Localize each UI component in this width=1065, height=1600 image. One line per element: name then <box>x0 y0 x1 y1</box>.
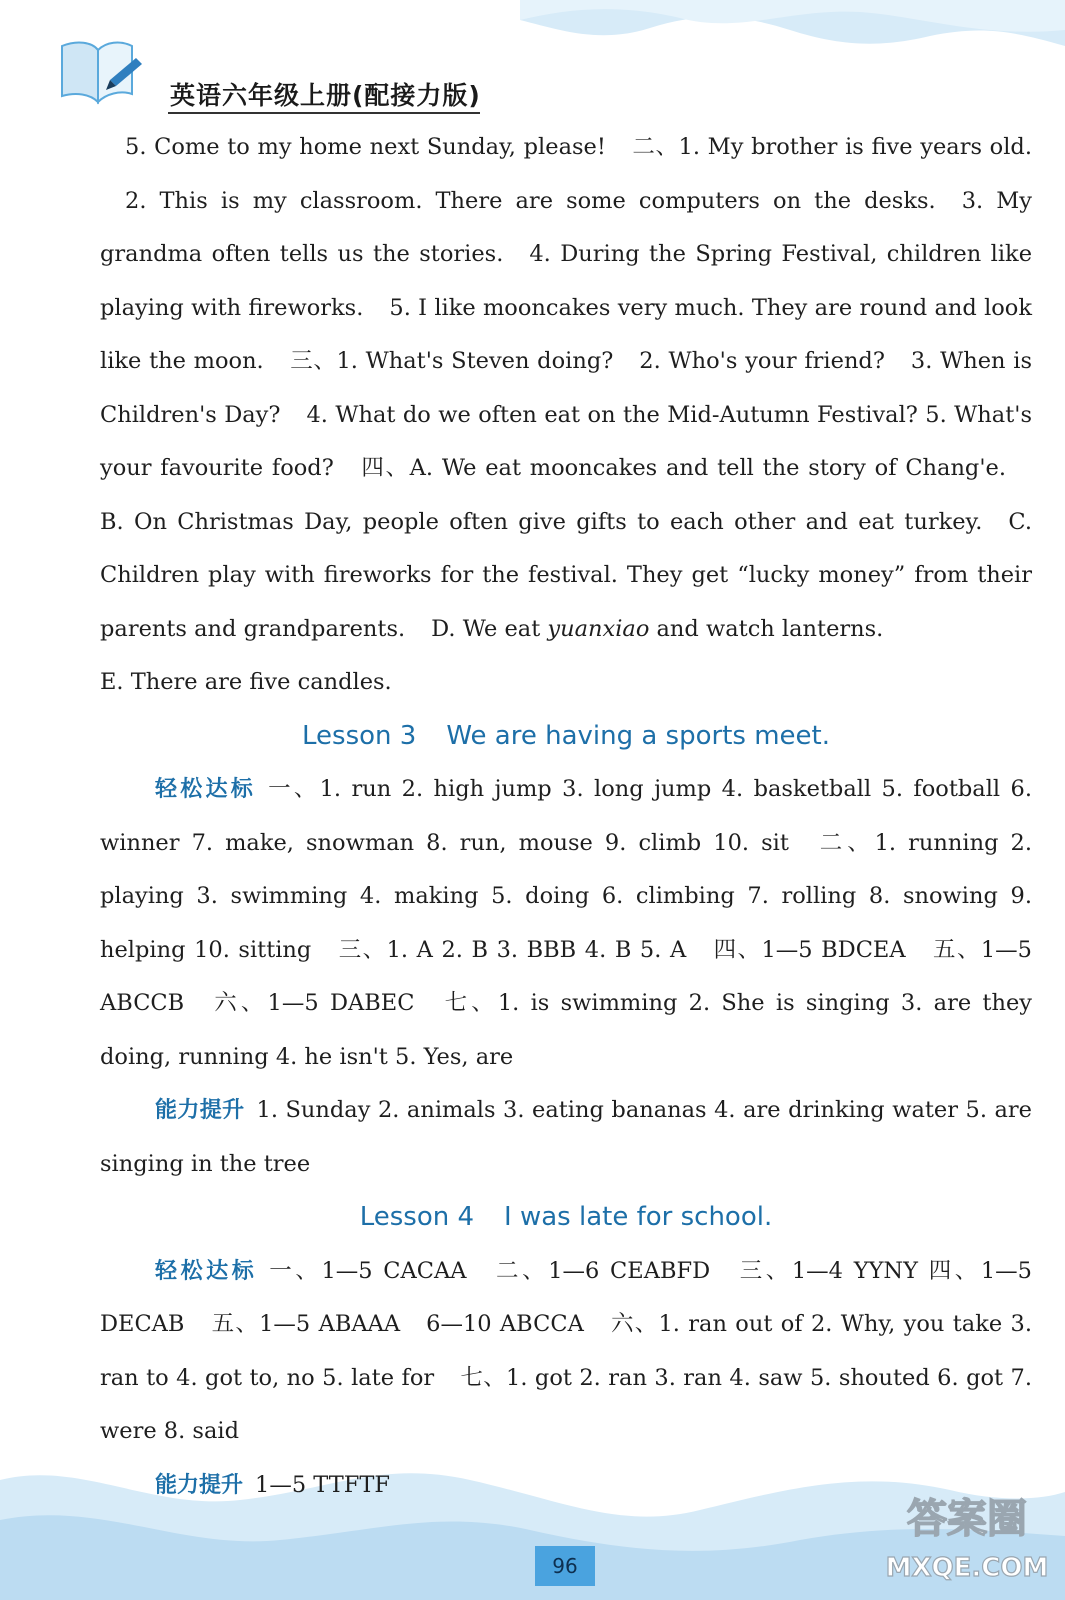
answer-line: 七、1. is swimming 2. She is singing 3. are they doing, running 4. he isn't 5. Yes, are <box>100 990 1032 1070</box>
lesson4-heading <box>100 1191 1032 1245</box>
answer-line: 3. When is Children's Day? <box>100 348 1032 428</box>
answer-line: 1—5 TTFTF <box>255 1471 390 1498</box>
page-number: 96 <box>535 1546 595 1586</box>
answer-line: 二、1—6 CEABFD <box>492 1257 711 1284</box>
answer-line: 6—10 ABCCA <box>426 1311 584 1337</box>
watermark-logo <box>880 1480 1055 1590</box>
answer-content <box>100 121 1032 1512</box>
lesson-title: I was late for school. <box>504 1202 773 1232</box>
lesson3-basic <box>100 763 1032 1084</box>
book-pencil-icon <box>52 36 144 106</box>
header-underline <box>168 112 480 114</box>
answer-line: 五、1—5 ABAAA <box>210 1311 401 1337</box>
answer-line: 四、A. We eat mooncakes and tell the story of Chang'e. <box>359 455 1006 481</box>
section-tag: 轻松达标 <box>155 1258 258 1284</box>
answer-line: B. On Christmas Day, people often give gifts to each other and eat turkey. <box>100 508 983 535</box>
answer-line: 2. This is my classroom. There are some computers on the desks. <box>125 187 936 214</box>
svg-text:MXQE.COM: MXQE.COM <box>885 1553 1049 1583</box>
lesson-number: Lesson 3 <box>302 720 417 751</box>
lesson4-basic <box>100 1245 1032 1459</box>
answer-italic: yuanxiao <box>547 615 650 642</box>
answer-line: 六、1—5 DABEC <box>210 990 415 1016</box>
answer-line: 三、1—4 YYNY <box>736 1257 918 1284</box>
svg-text:答案圈: 答案圈 <box>907 1496 1027 1542</box>
lesson2-answers <box>100 121 1032 710</box>
answer-line: 1. Sunday 2. animals 3. eating bananas 4. are drinking water 5. are singing in the tree <box>100 1097 1032 1177</box>
answer-line: 5. What's your favourite food? <box>100 401 1032 481</box>
answer-line: 一、1—5 CACAA <box>269 1257 467 1284</box>
lesson-title: We are having a sports meet. <box>446 720 830 751</box>
answer-line: E. There are five candles. <box>100 669 392 695</box>
answer-line: 三、1. A 2. B 3. BBB 4. B 5. A <box>337 936 687 963</box>
answer-line: 三、1. What's Steven doing? <box>289 348 614 374</box>
answer-line: 一、1. run 2. high jump 3. long jump 4. basketball 5. football 6. winner 7. make, snowman 8. run, mouse 9. climb 10. sit <box>100 776 1032 856</box>
answer-line: 二、1. running 2. playing 3. swimming 4. making 5. doing 6. climbing 7. rolling 8. snowing 9. helping 10. sitting <box>100 829 1032 963</box>
answer-line: 3. My grandma often tells us the stories. <box>100 187 1032 267</box>
answer-line: 5. Come to my home next Sunday, please! <box>125 134 606 160</box>
section-tag: 轻松达标 <box>155 777 257 802</box>
answer-line: 5. I like mooncakes very much. They are round and look like the moon. <box>100 294 1032 374</box>
answer-line: D. We eat <box>431 615 541 642</box>
answer-line: 七、1. got 2. ran 3. ran 4. saw 5. shouted 6. got 7. were 8. said <box>100 1364 1032 1444</box>
section-tag: 能力提升 <box>155 1098 245 1123</box>
page-header <box>40 28 520 108</box>
book-title: 英语六年级上册(配接力版) <box>170 81 481 110</box>
answer-line: and watch lanterns. <box>656 615 884 642</box>
lesson-number: Lesson 4 <box>359 1202 475 1232</box>
answer-line: 四、1—5 DECAB <box>100 1257 1032 1337</box>
answer-line: C. Children play with fireworks for the festival. They get “lucky money” from their parents and grandparents. <box>100 508 1032 642</box>
answer-line: 4. During the Spring Festival, children like playing with fireworks. <box>100 241 1033 321</box>
answer-line: 六、1. ran out of 2. Why, you take 3. ran to 4. got to, no 5. late for <box>100 1311 1032 1391</box>
answer-line: 四、1—5 BDCEA <box>712 936 906 963</box>
section-tag: 能力提升 <box>155 1472 244 1498</box>
answer-line: 二、1. My brother is five years old. <box>631 134 1032 160</box>
lesson3-heading <box>100 710 1032 764</box>
answer-line: 4. What do we often eat on the Mid-Autumn Festival? <box>306 401 918 428</box>
answer-line: 五、1—5 ABCCB <box>100 936 1032 1016</box>
answer-line: 2. Who's your friend? <box>639 348 885 374</box>
lesson3-advanced <box>100 1084 1032 1191</box>
